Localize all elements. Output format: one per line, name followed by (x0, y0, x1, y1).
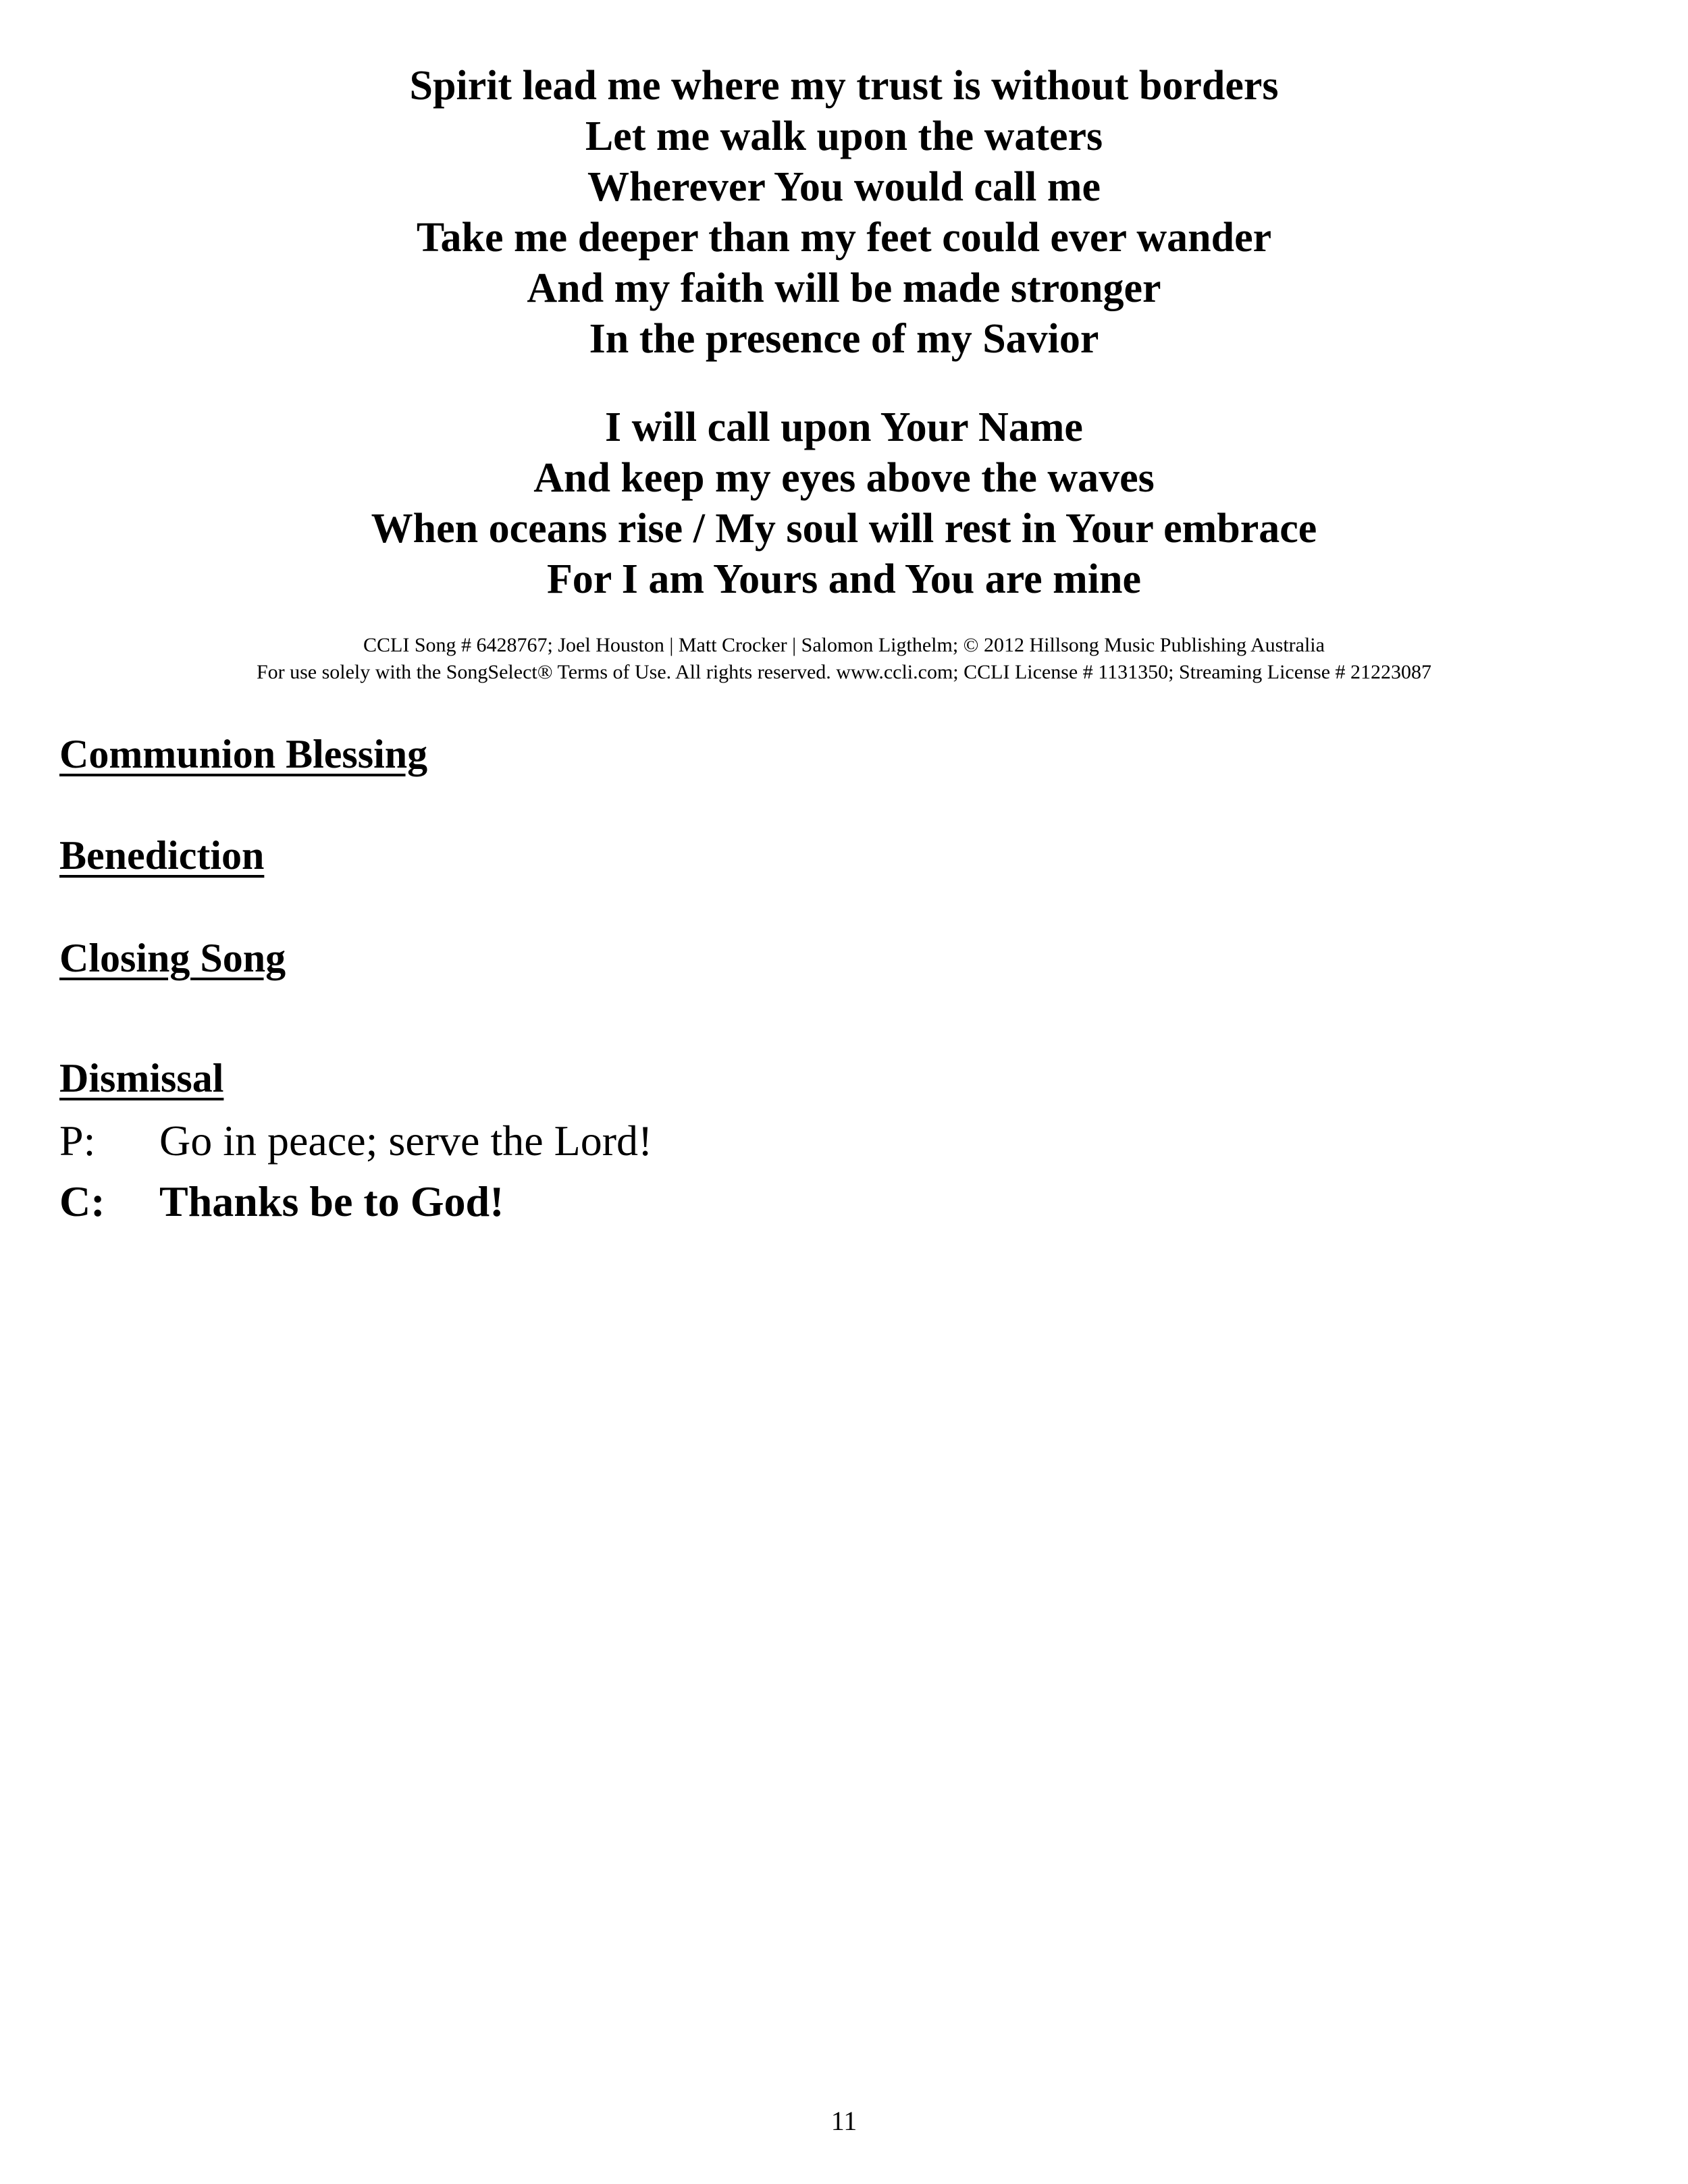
lyric-line: Take me deeper than my feet could ever wander (416, 215, 1272, 261)
lyric-line: Spirit lead me where my trust is without borders (409, 63, 1279, 109)
heading-dismissal: Dismissal (59, 1056, 224, 1100)
lyric-line: In the presence of my Savior (589, 316, 1099, 362)
lyric-line: When oceans rise / My soul will rest in Your embrace (371, 506, 1317, 552)
copyright-line: For use solely with the SongSelect® Terms of Use. All rights reserved. www.ccli.com; CCLI License # 1131350; Streaming License # 21223087 (256, 661, 1432, 683)
heading-benediction: Benediction (59, 833, 265, 878)
lyric-line: And my faith will be made stronger (527, 265, 1161, 311)
dismissal-pastor-line (59, 1115, 652, 1167)
lyrics-verse-1 (0, 61, 1688, 365)
heading-communion-blessing: Communion Blessing (59, 732, 428, 776)
copyright-line: CCLI Song # 6428767; Joel Houston | Matt Crocker | Salomon Ligthelm; © 2012 Hillsong Music Publishing Australia (363, 634, 1325, 656)
lyric-line: For I am Yours and You are mine (546, 556, 1142, 602)
lyric-line: I will call upon Your Name (605, 404, 1083, 450)
lyric-line: And keep my eyes above the waves (533, 455, 1155, 501)
congregation-text: Thanks be to God! (159, 1177, 504, 1225)
lyric-line: Let me walk upon the waters (585, 113, 1103, 159)
lyrics-verse-2 (0, 402, 1688, 605)
speaker-label-congregation: C: (59, 1177, 105, 1225)
heading-closing-song: Closing Song (59, 936, 286, 980)
dismissal-congregation-line (59, 1176, 504, 1227)
speaker-label-pastor: P: (59, 1117, 96, 1165)
ccli-copyright-notice (0, 632, 1688, 686)
pastor-text: Go in peace; serve the Lord! (159, 1117, 653, 1165)
page-number: 11 (830, 2106, 858, 2136)
lyric-line: Wherever You would call me (587, 164, 1101, 210)
